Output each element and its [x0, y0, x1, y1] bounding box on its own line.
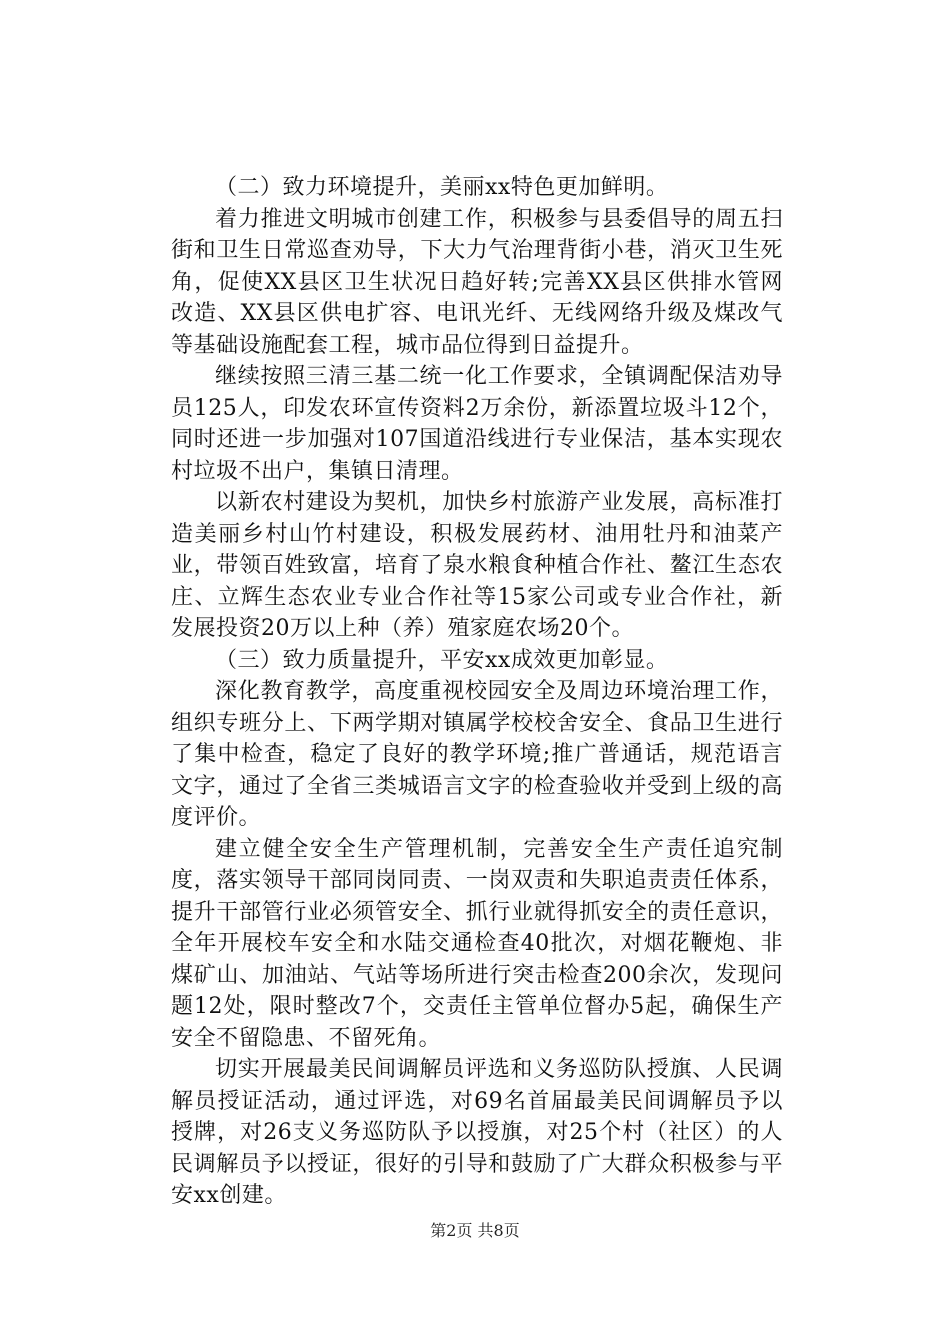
- section-heading-3: （三）致力质量提升，平安xx成效更加彰显。: [215, 647, 669, 673]
- paragraph-civilized-city: 着力推进文明城市创建工作，积极参与县委倡导的周五扫街和卫生日常巡查劝导，下大力气治理背街小巷，消灭卫生死角，促使XX县区卫生状况日趋好转;完善XX县区供排水管网改造、XX县区供电扩容、电讯光纤、无线网络升级及煤改气等基础设施配套工程，城市品位得到日益提升。: [171, 206, 783, 358]
- section-heading-2: （二）致力环境提升，美丽xx特色更加鲜明。: [215, 175, 669, 200]
- page-footer: 第2页 共8页: [430, 1221, 520, 1240]
- paragraph-new-countryside: 以新农村建设为契机，加快乡村旅游产业发展，高标准打造美丽乡村山竹村建设，积极发展药材、油用牡丹和油菜产业，带领百姓致富，培育了泉水粮食种植合作社、鳌江生态农庄、立辉生态农业专业合作社等15家公司或专业合作社，新发展投资20万以上种（养）殖家庭农场20个。: [171, 490, 783, 641]
- paragraph-mediators: 切实开展最美民间调解员评选和义务巡防队授旗、人民调解员授证活动，通过评选，对69名首届最美民间调解员予以授牌，对26支义务巡防队予以授旗，对25个村（社区）的人民调解员予以授证，很好的引导和鼓励了广大群众积极参与平安xx创建。: [171, 1057, 783, 1208]
- document-body: [171, 172, 783, 1212]
- paragraph-safety-production: 建立健全安全生产管理机制，完善安全生产责任追究制度，落实领导干部同岗同责、一岗双责和失职追责责任体系，提升干部管行业必须管安全、抓行业就得抓安全的责任意识，全年开展校车安全和水陆交通检查40批次，对烟花鞭炮、非煤矿山、加油站、气站等场所进行突击检查200余次，发现问题12处，限时整改7个，交责任主管单位督办5起，确保生产安全不留隐患、不留死角。: [171, 836, 783, 1051]
- paragraph-education: 深化教育教学，高度重视校园安全及周边环境治理工作，组织专班分上、下两学期对镇属学校校舍安全、食品卫生进行了集中检查，稳定了良好的教学环境;推广普通话，规范语言文字，通过了全省三类城语言文字的检查验收并受到上级的高度评价。: [171, 679, 783, 830]
- paragraph-sanitation: 继续按照三清三基二统一化工作要求，全镇调配保洁劝导员125人，印发农环宣传资料2万余份，新添置垃圾斗12个，同时还进一步加强对107国道沿线进行专业保洁，基本实现农村垃圾不出户，集镇日清理。: [171, 364, 783, 484]
